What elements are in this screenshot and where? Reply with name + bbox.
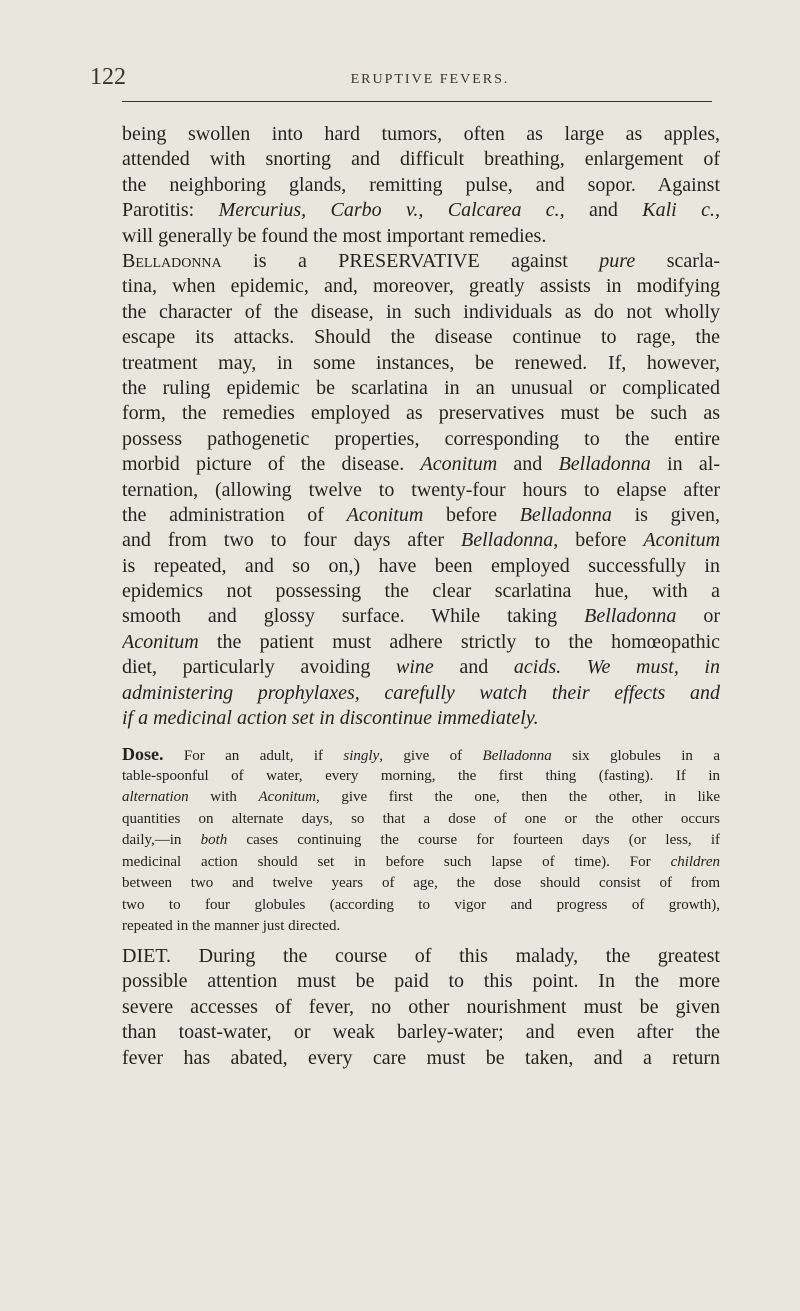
text-line: ternation, (allowing twelve to twenty-four hours to elapse after <box>122 478 720 501</box>
page-header <box>90 60 770 100</box>
text-line: Belladonna is a PRESERVATIVE against pure scarla- <box>122 250 720 272</box>
diet-section <box>122 944 720 1071</box>
text-line: Parotitis: Mercurius, Carbo v., Calcarea c., and Kali c., <box>122 199 720 222</box>
text-line: if a medicinal action set in discontinue immediately. <box>122 707 539 730</box>
paragraph-belladonna <box>122 249 720 731</box>
text-line: table-spoonful of water, every morning, the first thing (fasting). If in <box>122 767 720 784</box>
dose-section <box>122 744 720 938</box>
text-line: the neighboring glands, remitting pulse, and sopor. Against <box>122 173 720 196</box>
text-line: treatment may, in some instances, be renewed. If, however, <box>122 351 720 374</box>
text-line: smooth and glossy surface. While taking Belladonna or <box>122 605 720 628</box>
text-line: repeated in the manner just directed. <box>122 918 341 934</box>
header-rule <box>122 101 712 102</box>
text-line: quantities on alternate days, so that a dose of one or the other occurs <box>122 810 720 827</box>
text-line: severe accesses of fever, no other nourishment must be given <box>122 995 720 1018</box>
text-line: the character of the disease, in such individuals as do not wholly <box>122 300 720 323</box>
text-line: two to four globules (according to vigor and progress of growth), <box>122 896 720 913</box>
text-line: between two and twelve years of age, the dose should consist of from <box>122 875 720 891</box>
text-line: administering prophylaxes, carefully watch their effects and <box>122 681 720 704</box>
text-line: is repeated, and so on,) have been employed successfully in <box>122 554 720 577</box>
text-line: tina, when epidemic, and, moreover, greatly assists in modifying <box>122 275 720 298</box>
text-line: possess pathogenetic properties, corresponding to the entire <box>122 427 720 450</box>
diet-label: DIET. <box>122 945 172 967</box>
text-line: escape its attacks. Should the disease continue to rage, the <box>122 326 720 349</box>
text-line: DIET. During the course of this malady, the greatest <box>122 945 720 967</box>
paragraph-parotitis <box>122 122 720 249</box>
text-line: alternation with Aconitum, give first the one, then the other, in like <box>122 789 720 805</box>
page-number: 122 <box>90 64 126 90</box>
text-line: daily,—in both cases continuing the course for fourteen days (or less, if <box>122 832 720 848</box>
text-line: and from two to four days after Belladonna, before Aconitum <box>122 529 720 552</box>
text-line: fever has abated, every care must be taken, and a return <box>122 1046 720 1069</box>
text-line: being swollen into hard tumors, often as large as apples, <box>122 123 720 145</box>
text-line: Aconitum the patient must adhere strictly to the homœopathic <box>122 630 720 653</box>
text-line: than toast-water, or weak barley-water; and even after the <box>122 1021 720 1044</box>
text-line: the administration of Aconitum before Belladonna is given, <box>122 503 720 526</box>
text-line: Dose. For an adult, if singly, give of Belladonna six globules in a <box>122 744 720 764</box>
text-line: diet, particularly avoiding wine and acids. We must, in <box>122 656 720 679</box>
text-line: the ruling epidemic be scarlatina in an unusual or complicated <box>122 376 720 399</box>
text-line: possible attention must be paid to this point. In the more <box>122 970 720 993</box>
text-line: attended with snorting and difficult breathing, enlargement of <box>122 148 720 171</box>
text-line: form, the remedies employed as preservatives must be such as <box>122 402 720 425</box>
text-line: will generally be found the most important remedies. <box>122 224 547 247</box>
running-title: ERUPTIVE FEVERS. <box>350 72 510 87</box>
text-line: medicinal action should set in before such lapse of time). For children <box>122 853 720 870</box>
text-line: epidemics not possessing the clear scarlatina hue, with a <box>122 580 720 603</box>
text-line: morbid picture of the disease. Aconitum and Belladonna in al- <box>122 453 720 476</box>
dose-label: Dose. <box>122 744 164 764</box>
